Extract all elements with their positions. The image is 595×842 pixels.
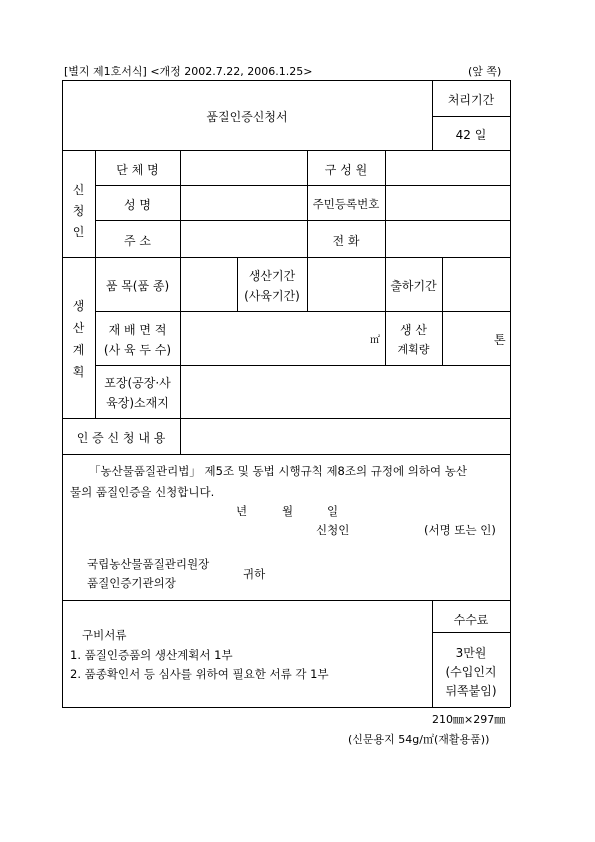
resident-number-field[interactable] — [386, 186, 510, 220]
date-day-label: 일 — [327, 504, 339, 518]
shipping-period-field[interactable] — [443, 258, 510, 311]
address-label: 주 소 — [124, 234, 151, 248]
rule — [62, 80, 63, 707]
honorific: 귀하 — [243, 567, 266, 581]
rule — [510, 80, 511, 707]
members-field[interactable] — [386, 151, 510, 185]
rule — [62, 80, 510, 81]
fee-label: 수수료 — [453, 613, 489, 627]
livestock-count-label: (사 육 두 수) — [103, 343, 172, 357]
signature-field[interactable] — [356, 518, 420, 538]
processing-period-label: 처리기간 — [447, 93, 495, 107]
certification-content-field[interactable] — [181, 419, 510, 454]
date-year-label: 년 — [236, 504, 248, 518]
planned-quantity-label-2: 계획량 — [397, 343, 430, 356]
rearing-period-label: (사육기간) — [244, 289, 300, 303]
resident-number-label: 주민등록번호 — [312, 197, 380, 211]
paper-type: (신문용지 54g/㎡(재활용품)) — [348, 733, 490, 746]
page-side: (앞 쪽) — [468, 65, 502, 78]
applicant-section-label: 신청인 — [72, 183, 85, 239]
rule — [62, 707, 510, 708]
phone-label: 전 화 — [332, 234, 360, 248]
statement-line-2: 물의 품질인증을 신청합니다. — [70, 485, 215, 499]
production-section-label: 생산계획 — [72, 299, 85, 379]
site-location-label: 포장(공장·사 — [104, 376, 171, 390]
recipient-1: 국립농산물품질관리원장 — [87, 557, 210, 571]
planned-quantity-label: 생 산 — [400, 323, 427, 337]
site-location-field[interactable] — [181, 366, 510, 418]
address-field[interactable] — [181, 221, 307, 257]
document-item: 2. 품종확인서 등 심사를 위하여 필요한 서류 각 1부 — [70, 667, 329, 681]
signer-label: 신청인 — [316, 523, 350, 537]
rule — [62, 454, 510, 455]
cultivation-area-field[interactable] — [181, 312, 385, 365]
rule — [432, 632, 510, 633]
item-field[interactable] — [181, 258, 237, 311]
members-label: 구 성 원 — [324, 163, 368, 177]
date-month-label: 월 — [282, 504, 294, 518]
processing-period-value: 42 일 — [455, 128, 487, 142]
rule — [432, 116, 510, 117]
quantity-unit: 톤 — [494, 333, 506, 347]
paper-size: 210㎜×297㎜ — [432, 713, 506, 726]
rule — [62, 600, 510, 601]
org-name-field[interactable] — [181, 151, 307, 185]
recipient-2: 품질인증기관의장 — [87, 576, 176, 590]
name-label: 성 명 — [124, 198, 151, 212]
shipping-period-label: 출하기간 — [390, 279, 437, 293]
fee-note-2: 뒤쪽붙임) — [445, 684, 497, 698]
fee-amount: 3만원 — [455, 646, 487, 660]
statement-line-1: 「농산물품질관리법」 제5조 및 동법 시행규칙 제8조의 규정에 의하여 농산 — [89, 464, 467, 478]
cultivation-area-label: 재 배 면 적 — [108, 323, 167, 337]
fee-note-1: (수입인지 — [445, 665, 497, 679]
document-item: 1. 품질인증품의 생산계획서 1부 — [70, 648, 233, 662]
form-reference: [별지 제1호서식] <개정 2002.7.22, 2006.1.25> — [64, 65, 313, 78]
name-field[interactable] — [181, 186, 307, 220]
item-label: 품 목(품 종) — [105, 279, 170, 293]
documents-title: 구비서류 — [82, 628, 127, 642]
production-period-label: 생산기간 — [248, 269, 296, 283]
signature-note: (서명 또는 인) — [424, 523, 496, 537]
site-location-label-2: 육장)소재지 — [106, 396, 169, 410]
certification-content-label: 인 증 신 청 내 용 — [76, 431, 166, 445]
form-title: 품질인증신청서 — [206, 110, 288, 124]
phone-field[interactable] — [386, 221, 510, 257]
production-period-field[interactable] — [308, 258, 385, 311]
area-unit: ㎡ — [370, 335, 380, 346]
org-name-label: 단 체 명 — [116, 163, 159, 177]
